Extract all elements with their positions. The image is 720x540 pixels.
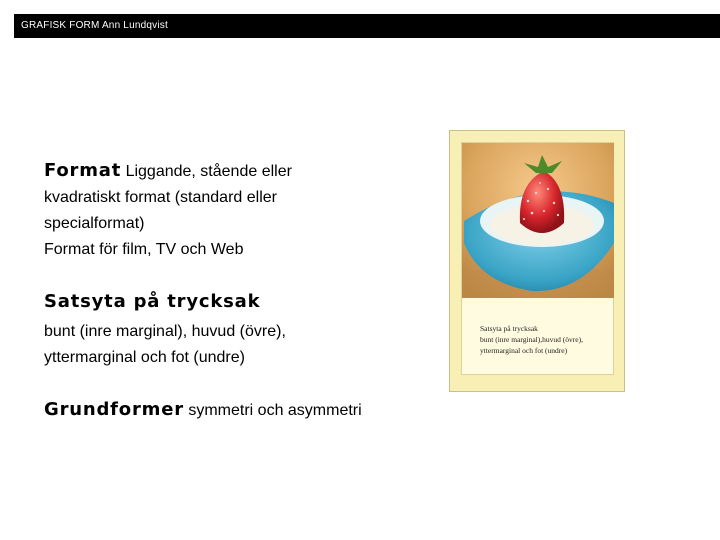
section-heading-format: Format — [44, 160, 122, 181]
figure-caption-line-1: Satsyta på trycksak — [480, 324, 538, 333]
section-grundformer-line-1: symmetri och asymmetri — [183, 402, 362, 419]
section-format-line-2: kvadratiskt format (standard eller — [44, 189, 277, 206]
section-satsyta-line-2: yttermarginal och fot (undre) — [44, 349, 245, 366]
header-title: GRAFISK FORM Ann Lundqvist — [21, 20, 168, 31]
section-format-line-4: Format för film, TV och Web — [44, 241, 244, 258]
section-heading-grundformer: Grundformer — [44, 399, 184, 420]
section-format-line-3: specialformat) — [44, 215, 145, 232]
section-satsyta — [44, 289, 414, 371]
section-format — [44, 158, 414, 263]
example-page-figure — [449, 130, 625, 392]
section-heading-satsyta: Satsyta på trycksak — [44, 291, 261, 312]
figure-caption-line-3: yttermarginal och fot (undre) — [480, 346, 568, 355]
section-grundformer — [44, 397, 414, 424]
strawberry-bowl-image — [462, 143, 614, 298]
header-bar — [14, 14, 720, 38]
section-format-line-1: Liggande, stående eller — [121, 163, 292, 180]
figure-caption-line-2: bunt (inre marginal),huvud (övre), — [480, 335, 583, 344]
figure-caption — [480, 323, 620, 356]
slide-body — [44, 158, 414, 424]
section-satsyta-line-1: bunt (inre marginal), huvud (övre), — [44, 323, 286, 340]
